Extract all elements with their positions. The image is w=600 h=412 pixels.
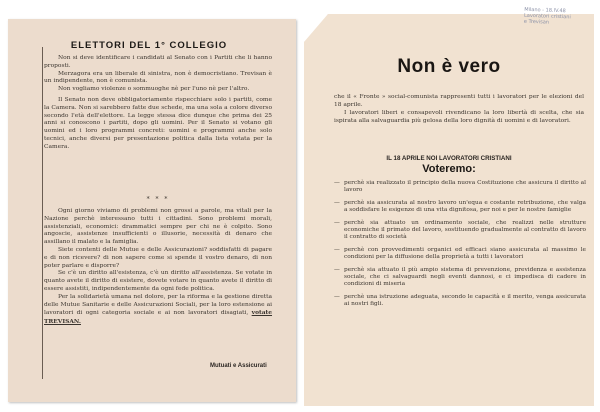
list-item <box>334 267 586 289</box>
dash-marker: — <box>334 199 340 206</box>
handwritten-annotation <box>524 7 597 28</box>
list-item <box>334 294 586 309</box>
list-item-text: perchè con provvedimenti organici ed efficaci siano assicurata al massimo le condizioni per la diffusione della proprietà a tutti i lavoratori <box>344 246 586 261</box>
paragraph: Non si deve identificare i candidati al Senato con i Partiti che li hanno proposti. <box>44 55 272 69</box>
paragraph <box>44 294 272 327</box>
right-flyer-title: Non è vero <box>397 56 501 77</box>
list-item <box>334 247 586 262</box>
dash-marker: — <box>334 293 340 300</box>
vote-heading: Voteremo: <box>422 163 476 175</box>
dash-marker: — <box>334 266 340 273</box>
paragraph: Non vogliamo violenze o sommuoghe nè per l'uno nè per l'altro. <box>58 86 250 93</box>
paragraph: Ogni giorno viviamo di problemi non grossi a parole, ma vitali per la Nazione perchè interessano tutti i cittadini. Sono problemi morali, assistenziali, economici: drammatici sempre per chi ne è colpito. Sono angoscie, assistenze insufficienti o illusorie, necessità di denaro che assillano il malato e la famiglia. <box>44 208 272 246</box>
right-intro <box>334 94 584 126</box>
right-subheading: IL 18 APRILE NOI LAVORATORI CRISTIANI <box>386 155 512 162</box>
paragraph: Merzagora era un liberale di sinistra, non è democristiano. Trevisan è un indipendente, non è comunista. <box>44 70 272 85</box>
paragraph: Siete contenti delle Mutue e delle Assicurazioni? soddisfatti di pagare e di non ricevere? di non sapere come si spende il vostro denaro, di non poter parlare e disporre? <box>44 246 272 269</box>
dash-marker: — <box>334 180 340 186</box>
dash-marker: — <box>334 219 340 226</box>
paragraph: I lavoratori liberi e consapevoli rivendicano la loro libertà di scelta, che sia ispirata alla salvaguardia più gelosa della loro dignità di uomini e di lavoratori. <box>334 110 584 124</box>
left-flyer-title: ELETTORI DEL 1° COLLEGIO <box>70 40 228 51</box>
annotation-line: e Trevisan <box>523 18 550 26</box>
list-item <box>334 220 586 242</box>
paragraph: che il « Fronte » social-comunista rappresenti tutti i lavoratori per le elezioni del 18 aprile. <box>334 94 584 108</box>
closing-paragraph-text: Per la solidarietà umana nel dolore, per la riforma e la gestione diretta delle Mutue Sanitarie e delle Assicurazioni Sociali, per la loro estensione ai lavoratori di ogni categoria sociale e ai non lavoratori disagiati, <box>44 293 272 317</box>
paragraph: Il Senato non deve obbligatoriamente rispecchiare solo i partiti, come la Camera. Non si sarebbero fatte due schede, ma una sola a colore diverso secondo l'età dell'elettore. La legge stessa dice dunque che prima dei 25 anni si conoscono i partiti, dopo gli uomini. Per il Senato si votano gli uomini ed i loro programmi concreti: uomini e programmi anche solo tecnici, anche diversi per presentazione politica dalla lista votata per la Camera. <box>44 96 272 150</box>
list-item-text: perchè una istruzione adeguata, secondo le capacità e il merito, venga assicurata ai nostri figli. <box>344 293 586 308</box>
paragraph: Se c'è un diritto all'esistenza, c'è un diritto all'assistenza. Se votate in quanto avete il diritto di esistere, dovete votare in quanto avete il diritto di essere assistiti, indipendentemente da ogni fede politica. <box>44 270 272 292</box>
left-paragraphs-a <box>44 55 272 152</box>
vote-trevisan: votate TREVISAN. <box>44 309 273 326</box>
reasons-list <box>334 180 586 314</box>
dash-marker: — <box>334 246 340 253</box>
list-item-text: perchè sia assicurata al nostro lavoro un'equa e costante retribuzione, che valga a soddisfare le esigenze di una vita dignitosa, per noi e per le nostre famiglie <box>344 199 586 214</box>
list-item <box>334 200 586 215</box>
list-item-text: perchè sia realizzato il principio della nuova Costituzione che assicura il diritto al lavoro <box>344 180 586 194</box>
left-signature: Mutuati e Assicurati <box>210 363 267 369</box>
list-item <box>334 180 586 195</box>
list-item-text: perchè sia attuato il più ampio sistema di prevenzione, previdenza e assistenza sociale, che ci salvaguardi negli eventi dannosi, e ci impedisca di cadere in condizioni di miseria <box>344 266 586 288</box>
left-paragraphs-b <box>44 208 272 327</box>
right-flyer-content <box>304 14 594 406</box>
list-item-text: perchè sia attuato un ordinamento sociale, che realizzi nelle strutture economiche il primato del lavoro, sostituendo gradualmente al contratto di lavoro il contratto di società <box>344 219 586 241</box>
annotation-line: Milano - 18.IV.48 <box>524 6 566 15</box>
section-separator: * * * <box>146 196 170 203</box>
annotation-line: Lavoratori cristiani <box>523 12 571 21</box>
